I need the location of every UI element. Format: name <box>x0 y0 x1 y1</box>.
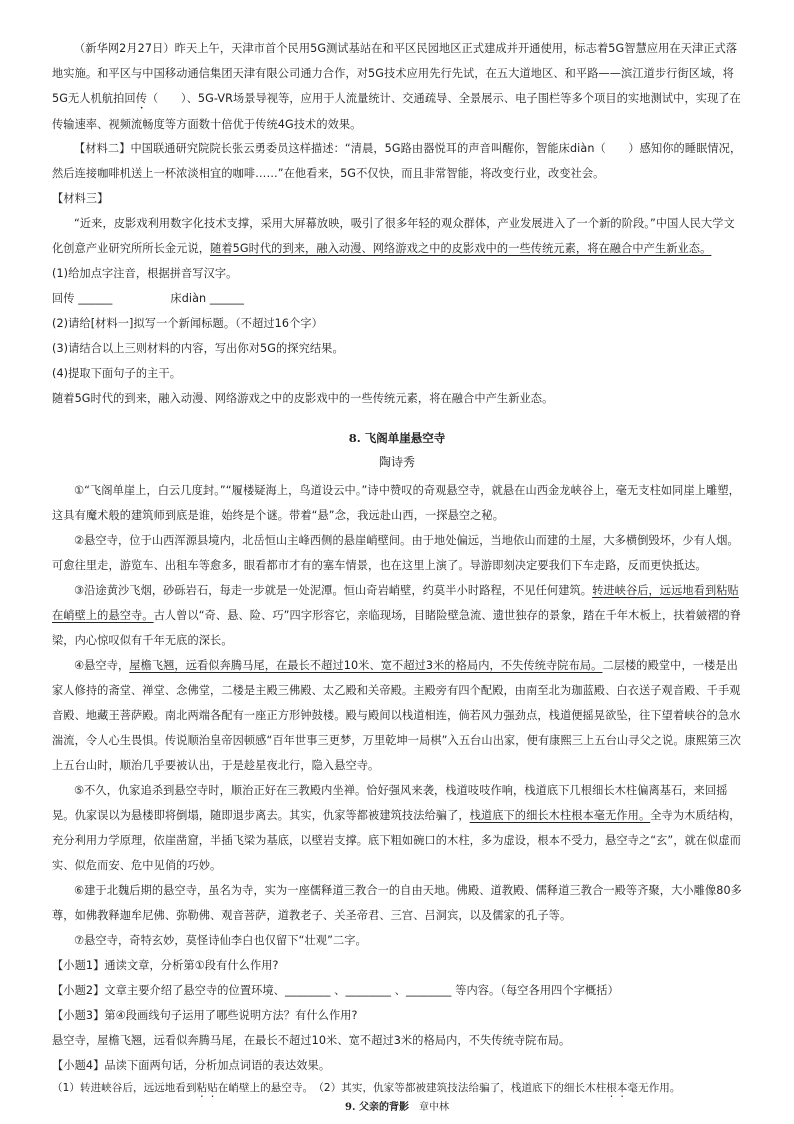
section-8-author: 陶诗秀 <box>378 455 415 469</box>
sub-question-2: 【小题2】文章主要介绍了悬空寺的位置环境、________ 、________ 、________ 等内容。（每空各用四个字概括） <box>52 984 619 997</box>
question-4: (4)提取下面句子的主干。 <box>52 367 182 380</box>
sub-question-4-sentences: （1）转进峡谷后，远远地看到粘贴在峭壁上的悬空寺。 （2）其实，仇家等都被建筑技法给骗了，栈道底下的细长木柱根本毫无作用。 <box>52 1082 681 1094</box>
question-1-blanks: 回传 ______ 床diàn ______ <box>52 292 245 305</box>
dotted-word: 粘贴 <box>196 1082 218 1094</box>
sub-question-3-sentence: 悬空寺，屋檐飞翘，远看似奔腾马尾，在最长不超过10米、宽不超过3米的格局内，不失传统寺院布局。 <box>52 1034 571 1047</box>
underlined-sentence: 栈道底下的细长木柱根本毫无作用。 <box>469 809 651 822</box>
paragraph-5: ⑤不久，仇家追杀到悬空寺时，顺治正好在三教殿内坐禅。恰好强风来袭，栈道吱吱作响，栈道底下几根细长木柱偏离基石，来回摇晃。仇家误以为悬楼即将倒塌，随即退步离去。其实，仇家等都被建筑技法给骗了，栈道底下的细长木柱根本毫无作用。全寺为木质结构，充分利用力学原理，依崖凿窟，半插飞梁为基底，以壁岩支撑。底下粗如碗口的木柱，多为虚设，根本不受力，悬空寺之“玄”，就在似虚而实、似危而安、危中见俏的巧妙。 <box>52 784 742 872</box>
answer-blank: ______ <box>78 292 113 305</box>
answer-blank: ______ <box>209 292 245 305</box>
material1-paragraph: （新华网2月27日）昨天上午，天津市首个民用5G测试基站在和平区民园地区正式建成并开通使用，标志着5G智慧应用在天津正式落地实施。和平区与中国移动通信集团天津有限公司通力合作，对5G技术应用先行先试，在五大道地区、和平路——滨江道步行街区域，将5G无人机航拍回传（ ）、5G-VR场景导视等，应用于人流量统计、交通疏导、全景展示、电子围栏等多个项目的实地测试中，实现了在传输速率、视频流畅度等方面数十倍优于传统4G技术的效果。 <box>52 42 741 131</box>
underlined-sentence: 转进峡谷后，远远地看到粘贴在峭壁上的悬空寺。 <box>52 584 739 622</box>
section-9-title: 9. 父亲的背影 章中林 <box>345 1102 449 1113</box>
paragraph-4: ④悬空寺，屋檐飞翘，远看似奔腾马尾，在最长不超过10米、宽不超过3米的格局内，不失传统寺院布局。二层楼的殿堂中，一楼是出家人修持的斋堂、禅堂、念佛堂，二楼是主殿三佛殿、太乙殿和关帝殿。主殿旁有四个配殿，由南至北为珈蓝殿、白衣送子观音殿、千手观音殿、地藏王菩萨殿。南北两端各配有一座正方形钟鼓楼。殿与殿间以栈道相连，倘若风力强劲点，栈道便摇晃欲坠，往下望着峡谷的急水湍流，令人心生畏惧。传说顺治皇帝因顿感“百年世事三更梦，万里乾坤一局棋”入五台山出家，便有康熙三上五台山寻父之说。康熙第三次上五台山时，顺治几乎要被认出，于是趁星夜北行，隐入悬空寺。 <box>52 659 742 772</box>
sub-question-3: 【小题3】第④段画线句子运用了哪些说明方法？有什么作用? <box>52 1009 358 1022</box>
section-9-author: 章中林 <box>418 1102 449 1113</box>
underlined-sentence: 随着5G时代的到来，融入动漫、网络游戏之中的皮影戏中的一些传统元素，将在融合中产生新业态。 <box>210 242 712 255</box>
question-3: (3)请结合以上三则材料的内容，写出你对5G的探究结果。 <box>52 342 344 355</box>
paragraph-2: ②悬空寺，位于山西浑源县境内，北岳恒山主峰西侧的悬崖峭壁间。由于地处偏远，当地依山而建的土屋，大多横倒毁坏，少有人烟。可愈往里走，游览车、出租车等愈多，眼看都市才有的塞车情景，也在这里上演了。导游即刻决定要我们下车走路，反而更快抵达。 <box>52 534 739 572</box>
paragraph-6: ⑥建于北魏后期的悬空寺，虽名为寺，实为一座儒释道三教合一的自由天地。佛殿、道教殿、儒释道三教合一殿等齐聚，大小雕像80多尊，如佛教释迦牟尼佛、弥勒佛、观音菩萨，道教老子、关圣帝君、三宫、吕洞宾，以及儒家的孔子等。 <box>52 884 742 922</box>
sub-question-1: 【小题1】通读文章，分析第①段有什么作用? <box>52 959 279 972</box>
material2-paragraph: 【材料二】中国联通研究院院长张云勇委员这样描述：“清晨，5G路由器悦耳的声音叫醒你，智能床diàn（ ）感知你的睡眠情况，然后连接咖啡机送上一杯浓淡相宜的咖啡……”在他看来，5G不仅快，而且非常智能，将改变行业，改变社会。 <box>52 142 742 180</box>
material3-paragraph: “近来，皮影戏利用数字化技术支撑，采用大屏幕放映，吸引了很多年轻的观众群体，产业发展进入了一个新的阶段。”中国人民大学文化创意产业研究所所长金元说，随着5G时代的到来，融入动漫、网络游戏之中的皮影戏中的一些传统元素，将在融合中产生新业态。 <box>52 217 735 255</box>
paragraph-7: ⑦悬空寺，奇特玄妙，莫怪诗仙李白也仅留下“壮观”二字。 <box>74 934 367 947</box>
sub-question-4: 【小题4】品读下面两句话，分析加点词语的表达效果。 <box>52 1059 331 1072</box>
material3-label: 【材料三】 <box>52 192 109 205</box>
underlined-sentence: 屋檐飞翘，远看似奔腾马尾，在最长不超过10米、宽不超过3米的格局内，不失传统寺院布局。 <box>129 659 603 672</box>
question-2: (2)请给[材料一]拟写一个新闻标题。（不超过16个字） <box>52 317 323 330</box>
dotted-char: 传 <box>135 92 148 105</box>
section-8-title: 8. 飞阁单崖悬空寺 <box>348 431 446 445</box>
question-4-sentence: 随着5G时代的到来，融入动漫、网络游戏之中的皮影戏中的一些传统元素，将在融合中产生新业态。 <box>52 392 554 405</box>
paragraph-1: ①“飞阁单崖上，白云几度封。”“履楼疑海上，鸟道设云中。”诗中赞叹的奇观悬空寺，就悬在山西金龙峡谷上，毫无支柱如同崖上雕塑，这具有魔术般的建筑师到底是谁，始终是个谜。带着“悬”念，我远赴山西，一探悬空之秘。 <box>52 484 740 522</box>
question-1: (1)给加点字注音，根据拼音写汉字。 <box>52 267 238 280</box>
paragraph-3: ③沿途黄沙飞烟，砂砾岩石，每走一步就是一处泥潭。恒山奇岩峭壁，约莫半小时路程，不见任何建筑。转进峡谷后，远远地看到粘贴在峭壁上的悬空寺。古人曾以“奇、悬、险、巧”四字形容它，亲临现场，目睹险壁急流、遗世独存的景象，踏在千年木板上，扶着皴褶的脊梁，内心惊叹似有千年无底的深长。 <box>52 584 742 647</box>
dotted-word: 根本 <box>606 1082 628 1094</box>
